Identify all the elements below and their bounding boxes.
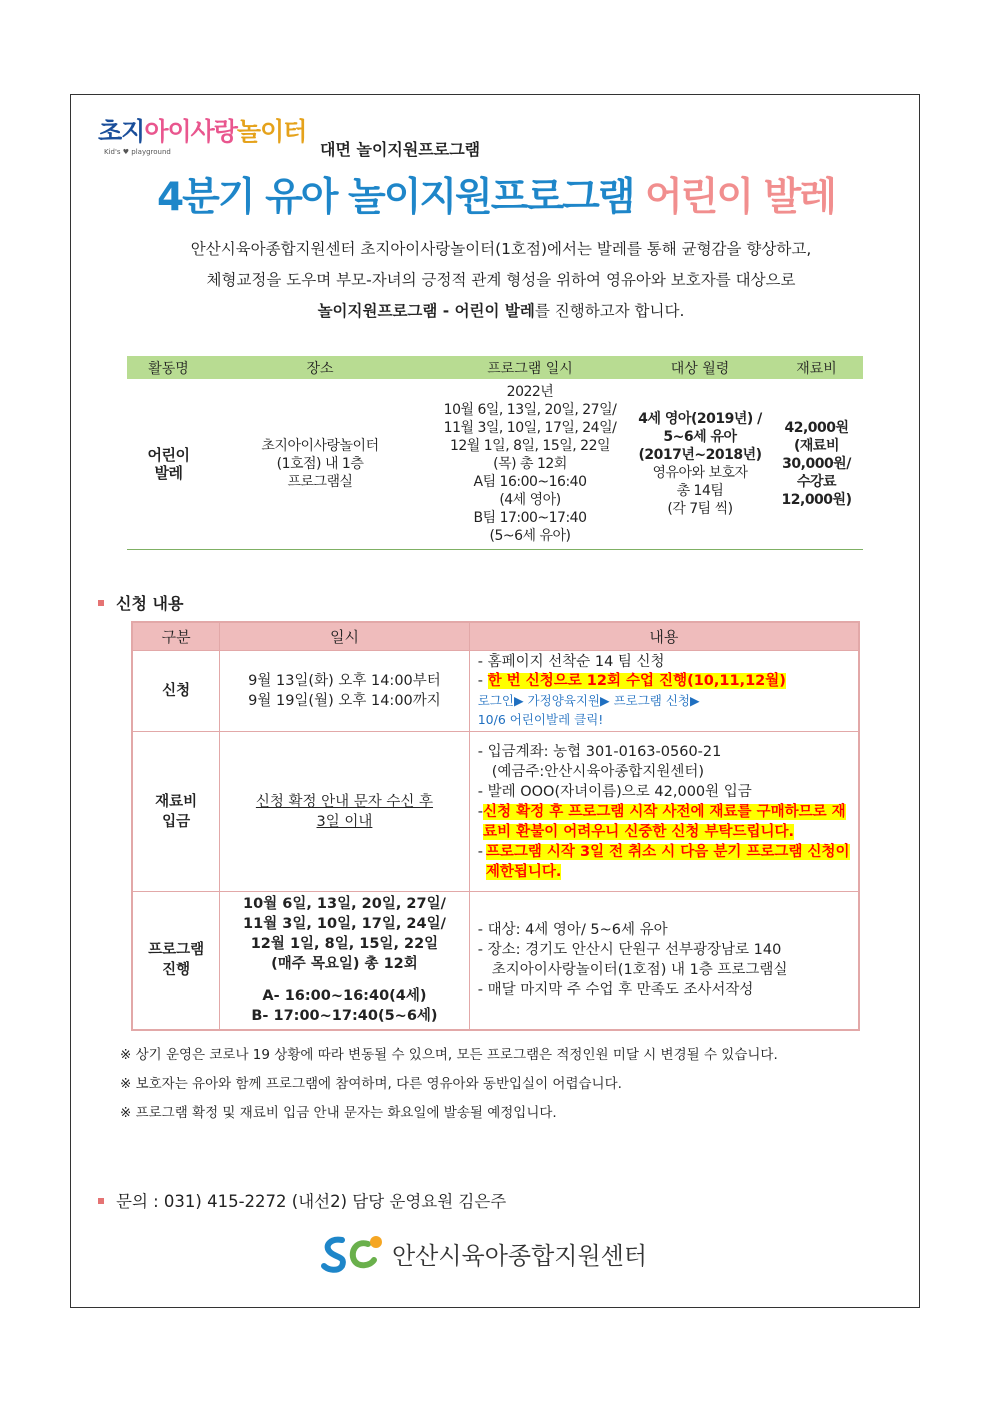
content-line: - 대상: 4세 영아/ 5~6세 유아 xyxy=(477,922,668,939)
row-content xyxy=(469,732,859,892)
activity-line: 발레 xyxy=(154,464,183,482)
note-item: ※ 보호자는 유아와 함께 프로그램에 참여하며, 다른 영유아와 동반입실이 어렵습니다. xyxy=(120,1076,622,1092)
content-line: - 입금계좌: 농협 301-0163-0560-21 xyxy=(477,743,722,760)
schedule-line: 2022년 xyxy=(506,384,554,400)
header-fee: 재료비 xyxy=(770,356,863,379)
apply-row-payment xyxy=(132,732,859,892)
row-date xyxy=(220,732,470,892)
schedule-line: B팀 17:00~17:40 xyxy=(473,510,587,526)
row-date xyxy=(220,892,470,1030)
date-line: 신청 확정 안내 문자 수신 후 xyxy=(255,793,434,810)
date-line: (매주 목요일) 총 12회 xyxy=(271,956,418,973)
target-line: 5~6세 유아 xyxy=(663,429,737,445)
footer-logo xyxy=(320,1232,680,1272)
content-line: - 신청 확정 후 프로그램 시작 사전에 재료를 구매하므로 재료비 환불이 어려우니 신중한 신청 부탁드립니다. xyxy=(477,803,846,840)
date-line: 10월 6일, 13일, 20일, 27일/ xyxy=(243,896,446,913)
schedule-line: (5~6세 유아) xyxy=(489,528,571,544)
schedule-line: A팀 16:00~16:40 xyxy=(473,474,587,490)
place-line: (1호점) 내 1층 xyxy=(276,456,364,472)
cell-schedule xyxy=(430,379,630,550)
note-item: ※ 상기 운영은 코로나 19 상황에 따라 변동될 수 있으며, 모든 프로그램은 적정인원 미달 시 변경될 수 있습니다. xyxy=(120,1047,778,1063)
intro-paragraph xyxy=(140,234,862,327)
highlight-text: 한 번 신청으로 12회 수업 진행(10,11,12월) xyxy=(487,673,786,689)
section-heading-text: 신청 내용 xyxy=(116,594,184,613)
date-line: 9월 19일(월) 오후 14:00까지 xyxy=(248,693,441,709)
header-target: 대상 월령 xyxy=(630,356,770,379)
logo-subtext: Kid's ♥ playground xyxy=(104,148,171,156)
cell-activity xyxy=(127,379,210,550)
org-emblem-icon xyxy=(320,1232,386,1276)
schedule-line: 11월 3일, 10일, 17일, 24일/ xyxy=(443,420,617,436)
label-line: 프로그램 xyxy=(148,942,205,959)
place-line: 프로그램실 xyxy=(287,474,353,490)
label-line: 입금 xyxy=(162,813,191,830)
nav-path-text: 10/6 어린이발레 클릭! xyxy=(477,712,604,727)
content-line: - 프로그램 시작 3일 전 취소 시 다음 분기 프로그램 신청이 제한됩니다. xyxy=(477,843,850,880)
cell-target xyxy=(630,379,770,550)
intro-line-3-rest: 를 진행하고자 합니다. xyxy=(534,302,685,320)
schedule-line: 10월 6일, 13일, 20일, 27일/ xyxy=(443,402,617,418)
brand-logo xyxy=(98,117,307,160)
intro-line-3 xyxy=(140,296,862,327)
date-line: 11월 3일, 10일, 17일, 24일/ xyxy=(243,916,446,933)
content-line: - 한 번 신청으로 12회 수업 진행(10,11,12월) xyxy=(477,673,786,689)
page-subtitle: 대면 놀이지원프로그램 xyxy=(320,140,481,159)
header-content: 내용 xyxy=(469,622,859,651)
date-line: 9월 13일(화) 오후 14:00부터 xyxy=(248,673,441,689)
label-line: 진행 xyxy=(162,962,191,979)
content-line: - 발레 OOO(자녀이름)으로 42,000원 입금 xyxy=(477,783,752,800)
content-line: - 장소: 경기도 안산시 단원구 선부광장남로 140 xyxy=(477,942,782,959)
nav-path-text: 로그인▶ 가정양육지원▶ 프로그램 신청▶ xyxy=(477,693,700,708)
place-line: 초지아이사랑놀이터 xyxy=(261,438,379,454)
content-line: 초지아이사랑놀이터(1호점) 내 1층 프로그램실 xyxy=(491,962,788,979)
date-line: 12월 1일, 8일, 15일, 22일 xyxy=(250,936,439,953)
date-line: 3일 이내 xyxy=(316,813,373,830)
intro-line-2: 체형교정을 도우며 부모-자녀의 긍정적 관계 형성을 위하여 영유아와 보호자를 대상으로 xyxy=(206,271,796,289)
label-line: 재료비 xyxy=(155,793,198,810)
apply-row-program xyxy=(132,892,859,1030)
logo-text-part1: 초지 xyxy=(98,117,145,146)
fee-line: 42,000원 xyxy=(784,420,849,436)
intro-line-1: 안산시육아종합지원센터 초지아이사랑놀이터(1호점)에서는 발레를 통해 균형감을 향상하고, xyxy=(190,240,812,258)
fee-line: (재료비 30,000원/ xyxy=(782,438,851,472)
header-date: 일시 xyxy=(220,622,470,651)
row-label xyxy=(132,892,220,1030)
target-line: (각 7팀 씩) xyxy=(667,501,733,517)
date-line: A- 16:00~16:40(4세) xyxy=(262,988,427,1005)
contact-info xyxy=(98,1188,506,1212)
row-date xyxy=(220,651,470,732)
cell-fee xyxy=(770,379,863,550)
highlight-text: 신청 확정 후 프로그램 시작 사전에 재료를 구매하므로 재료비 환불이 어려우니 신중한 신청 부탁드립니다. xyxy=(483,803,846,840)
contact-text: 문의 : 031) 415-2272 (내선2) 담당 운영요원 김은주 xyxy=(116,1192,507,1211)
header-activity: 활동명 xyxy=(127,356,210,379)
activity-line: 어린이 xyxy=(147,446,190,464)
target-line: 4세 영아(2019년) / xyxy=(638,411,762,427)
title-accent: 어린이 발레 xyxy=(645,175,835,220)
row-label: 신청 xyxy=(132,651,220,732)
intro-line-3-bold: 놀이지원프로그램 - 어린이 발레 xyxy=(317,302,535,320)
notes-list xyxy=(120,1041,778,1128)
row-content xyxy=(469,892,859,1030)
apply-table xyxy=(131,621,860,1031)
schedule-line: (목) 총 12회 xyxy=(493,456,567,472)
row-content xyxy=(469,651,859,732)
logo-text-part2: 아이사랑 xyxy=(144,117,237,146)
content-line: - 매달 마지막 주 수업 후 만족도 조사서작성 xyxy=(477,982,754,999)
section-heading-apply xyxy=(98,591,183,614)
highlight-text: 프로그램 시작 3일 전 취소 시 다음 분기 프로그램 신청이 제한됩니다. xyxy=(485,843,850,880)
program-table xyxy=(127,356,863,550)
schedule-line: 12월 1일, 8일, 15일, 22일 xyxy=(449,438,611,454)
bullet-square-icon xyxy=(98,600,104,606)
content-line: (예금주:안산시육아종합지원센터) xyxy=(491,763,705,780)
header-category: 구분 xyxy=(132,622,220,651)
fee-line: 수강료 12,000원) xyxy=(781,474,852,508)
bullet-square-icon xyxy=(98,1198,104,1204)
org-name: 안산시육아종합지원센터 xyxy=(392,1242,648,1270)
row-label xyxy=(132,732,220,892)
schedule-line: (4세 영아) xyxy=(499,492,561,508)
header-schedule: 프로그램 일시 xyxy=(430,356,630,379)
target-line: 영유아와 보호자 xyxy=(652,465,748,481)
title-main: 4분기 유아 놀이지원프로그램 xyxy=(157,175,634,220)
date-line: B- 17:00~17:40(5~6세) xyxy=(251,1008,438,1025)
content-line: - 홈페이지 선착순 14 팀 신청 xyxy=(477,654,665,670)
page-title xyxy=(0,166,992,222)
note-item: ※ 프로그램 확정 및 재료비 입금 안내 문자는 화요일에 발송될 예정입니다. xyxy=(120,1105,557,1121)
program-row xyxy=(127,379,863,550)
target-line: 총 14팀 xyxy=(676,483,724,499)
cell-place xyxy=(210,379,430,550)
target-line: (2017년~2018년) xyxy=(638,447,762,463)
apply-row-signup xyxy=(132,651,859,732)
logo-text-part3: 놀이터 xyxy=(236,117,307,146)
header-place: 장소 xyxy=(210,356,430,379)
